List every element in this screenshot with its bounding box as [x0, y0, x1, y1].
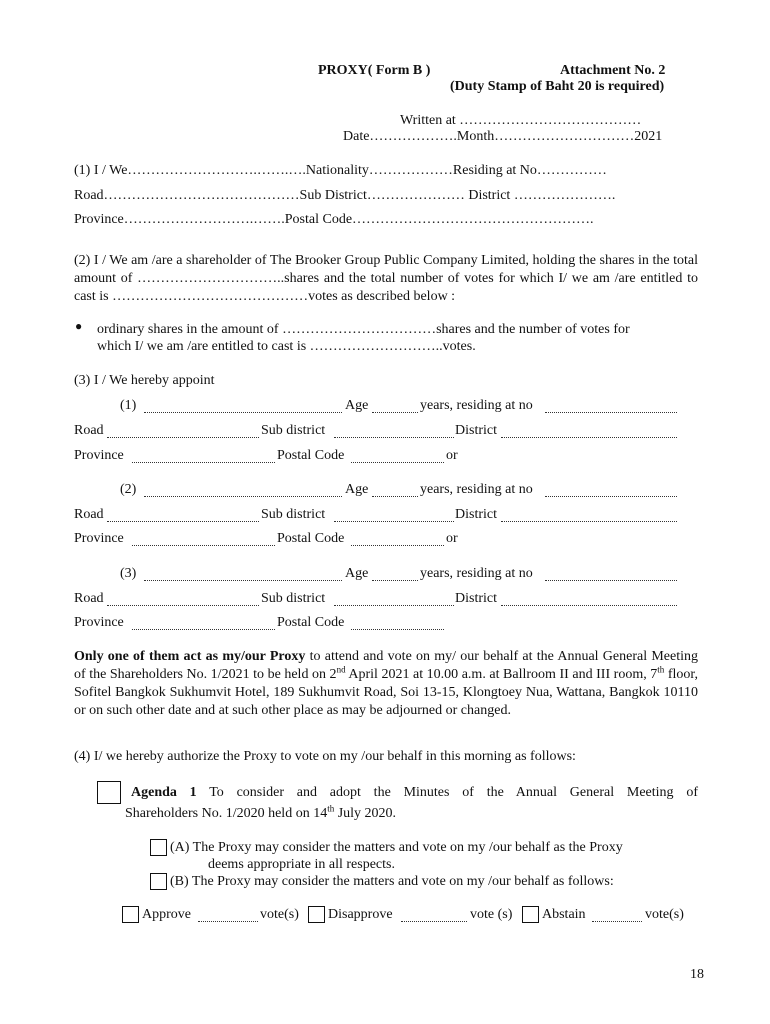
agenda-text-2b: July 2020.	[334, 806, 397, 821]
disapprove-votes-label: vote (s)	[470, 907, 513, 922]
province-field[interactable]	[132, 617, 275, 630]
option-a-checkbox[interactable]	[150, 839, 167, 856]
residing-label: years, residing at no	[420, 398, 533, 413]
sub-district-field[interactable]	[334, 425, 454, 438]
residing-label: years, residing at no	[420, 566, 533, 581]
postal-code-field[interactable]	[351, 533, 444, 546]
stamp-note: (Duty Stamp of Baht 20 is required)	[450, 79, 665, 94]
province-label: Province	[74, 615, 124, 630]
age-label: Age	[345, 398, 369, 413]
address-no-field[interactable]	[545, 568, 677, 581]
age-field[interactable]	[372, 400, 418, 413]
ordinal-sup-2: th	[657, 664, 665, 675]
sub-district-label: Sub district	[261, 423, 326, 438]
written-at-field[interactable]: Written at …………………………………	[400, 113, 642, 128]
proxy-number: (2)	[120, 482, 137, 497]
proxy-name-field[interactable]	[144, 484, 342, 497]
approve-votes-label: vote(s)	[260, 907, 299, 922]
abstain-votes-label: vote(s)	[645, 907, 684, 922]
province-label: Province	[74, 531, 124, 546]
approve-checkbox[interactable]	[122, 906, 139, 923]
road-field[interactable]	[107, 593, 259, 606]
road-field[interactable]	[107, 425, 259, 438]
age-label: Age	[345, 482, 369, 497]
option-a-line-1: (A) The Proxy may consider the matters and vote on my /our behalf as the Proxy	[170, 840, 623, 855]
agenda-text-1: To consider and adopt the Minutes of the Annual General Meeting of	[196, 785, 698, 800]
option-b-checkbox[interactable]	[150, 873, 167, 890]
road-label: Road	[74, 507, 104, 522]
proxy-number: (1)	[120, 398, 137, 413]
shareholder-name-line[interactable]: (1) I / We……………………….…….….Nationality………………Residing at No……………	[74, 163, 607, 178]
shareholder-road-line[interactable]: Road……………………………………Sub District………………… District ………………….	[74, 188, 616, 203]
district-field[interactable]	[501, 509, 677, 522]
approve-label: Approve	[142, 907, 191, 922]
road-label: Road	[74, 591, 104, 606]
agenda-1-line-1	[131, 784, 698, 801]
province-field[interactable]	[132, 450, 275, 463]
sub-district-field[interactable]	[334, 593, 454, 606]
proxy-statement-bold: Only one of them act as my/our Proxy	[74, 649, 306, 664]
sub-district-label: Sub district	[261, 591, 326, 606]
appoint-heading: (3) I / We hereby appoint	[74, 373, 215, 388]
option-a-line-2: deems appropriate in all respects.	[208, 857, 395, 872]
attachment-label: Attachment No. 2	[560, 63, 666, 78]
form-title: PROXY( Form B )	[318, 63, 431, 78]
proxy-statement-text-1: to attend and vote on my/ our behalf at the Annual General Meeting of the Shareholders No. 1/2021 to be held on 2	[74, 649, 698, 682]
road-label: Road	[74, 423, 104, 438]
agenda-1-line-2	[125, 805, 396, 822]
disapprove-votes-field[interactable]	[401, 909, 467, 922]
bullet-icon: ●	[75, 319, 83, 333]
proxy-name-field[interactable]	[144, 400, 342, 413]
ordinary-votes-line[interactable]: which I/ we am /are entitled to cast is ………………………..votes.	[97, 339, 476, 354]
option-b-line: (B) The Proxy may consider the matters and vote on my /our behalf as follows:	[170, 874, 614, 889]
abstain-checkbox[interactable]	[522, 906, 539, 923]
agenda-text-2a: Shareholders No. 1/2020 held on 14	[125, 806, 328, 821]
ordinal-sup-1: nd	[336, 664, 346, 675]
or-label: or	[446, 531, 458, 546]
age-field[interactable]	[372, 484, 418, 497]
abstain-label: Abstain	[542, 907, 586, 922]
address-no-field[interactable]	[545, 400, 677, 413]
ordinary-shares-line[interactable]: ordinary shares in the amount of ……………………………shares and the number of votes for	[97, 322, 630, 337]
district-field[interactable]	[501, 593, 677, 606]
residing-label: years, residing at no	[420, 482, 533, 497]
district-label: District	[455, 423, 497, 438]
disapprove-checkbox[interactable]	[308, 906, 325, 923]
district-field[interactable]	[501, 425, 677, 438]
postal-code-label: Postal Code	[277, 448, 345, 463]
abstain-votes-field[interactable]	[592, 909, 642, 922]
sub-district-label: Sub district	[261, 507, 326, 522]
authorize-heading: (4) I/ we hereby authorize the Proxy to vote on my /our behalf in this morning as follows:	[74, 749, 576, 764]
date-field[interactable]: Date……………….Month…………………………2021	[343, 129, 663, 144]
proxy-statement	[74, 648, 698, 720]
proxy-number: (3)	[120, 566, 137, 581]
postal-code-field[interactable]	[351, 617, 444, 630]
page-number: 18	[690, 967, 704, 982]
shareholding-paragraph: (2) I / We am /are a shareholder of The Brooker Group Public Company Limited, holding the shares in the total amount of …………………………..shares and the total number of votes for which I/ we am /are entitled to cast is ……………………………………votes as described below :	[74, 253, 698, 304]
shareholder-province-line[interactable]: Province……………………….…….Postal Code…………………………………………….	[74, 212, 594, 227]
age-label: Age	[345, 566, 369, 581]
proxy-statement-text-3: floor, Sofitel Bangkok Sukhumvit Hotel, 189 Sukhumvit Road, Soi 13-15, Klongtoey Nua, Wattana, Bangkok 10110 or on such other date and at such other place as may be adjourned or changed.	[74, 667, 699, 718]
province-label: Province	[74, 448, 124, 463]
postal-code-label: Postal Code	[277, 531, 345, 546]
address-no-field[interactable]	[545, 484, 677, 497]
proxy-statement-text-2: April 2021 at 10.00 a.m. at Ballroom II and III room, 7	[345, 667, 658, 682]
agenda-1-checkbox[interactable]	[97, 781, 121, 804]
road-field[interactable]	[107, 509, 259, 522]
province-field[interactable]	[132, 533, 275, 546]
proxy-name-field[interactable]	[144, 568, 342, 581]
agenda-label: Agenda 1	[131, 785, 197, 800]
disapprove-label: Disapprove	[328, 907, 393, 922]
sub-district-field[interactable]	[334, 509, 454, 522]
postal-code-label: Postal Code	[277, 615, 345, 630]
district-label: District	[455, 591, 497, 606]
or-label: or	[446, 448, 458, 463]
approve-votes-field[interactable]	[198, 909, 258, 922]
district-label: District	[455, 507, 497, 522]
agenda-ordinal-sup: th	[327, 803, 335, 814]
age-field[interactable]	[372, 568, 418, 581]
postal-code-field[interactable]	[351, 450, 444, 463]
